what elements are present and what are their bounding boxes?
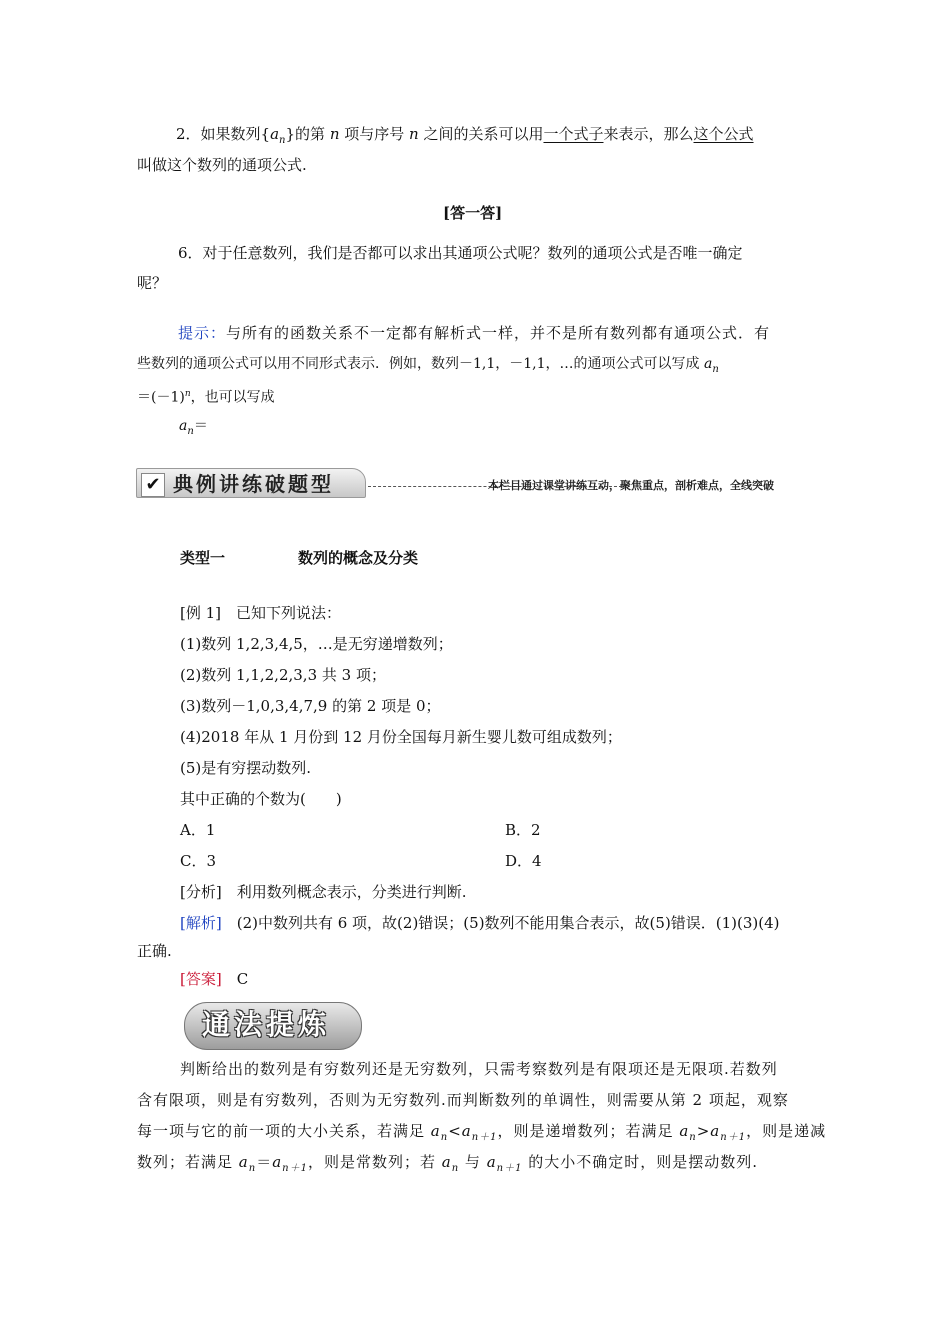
- hint-sub: n: [712, 363, 719, 375]
- def2-var: a: [270, 125, 280, 143]
- method-var: a: [486, 1153, 497, 1171]
- method-text: 每一项与它的前一项的大小关系，若满足: [137, 1122, 431, 1140]
- hint-text: 与所有的函数关系不一定都有解析式一样，并不是所有数列都有通项公式．有: [226, 324, 771, 342]
- example-item: (2)数列 1,1,2,2,3,3 共 3 项；: [180, 666, 386, 684]
- method-text: >: [696, 1122, 711, 1140]
- method-var: a: [430, 1122, 441, 1140]
- banner-title: 典例讲练破题型: [173, 472, 334, 496]
- method-sub: n: [451, 1163, 460, 1174]
- def2-underlined-answer: 这个公式: [693, 125, 754, 143]
- def2-underlined-answer: 一个式子: [543, 125, 604, 143]
- hint-text: ，也可以写成: [190, 389, 275, 406]
- hint-line-2: [137, 354, 719, 380]
- method-line-1: 判断给出的数列是有穷数列还是无穷数列，只需考察数列是有限项还是无限项.若数列: [180, 1060, 778, 1078]
- option-b: B．2: [505, 821, 541, 839]
- section-banner: [136, 466, 804, 500]
- def2-text: }的第: [285, 125, 330, 143]
- method-line-4: [137, 1152, 758, 1179]
- method-badge: [184, 1002, 360, 1048]
- hint-line-4: [179, 416, 208, 442]
- method-text: 与: [459, 1153, 487, 1171]
- definition-2-line-1: [176, 124, 754, 151]
- method-text: ，则是常数列；若: [307, 1153, 442, 1171]
- question-6-line-2: 呢？: [137, 274, 168, 292]
- method-sub: n: [689, 1132, 697, 1143]
- option-d: D．4: [505, 852, 542, 870]
- method-text: ，则是递增数列；若满足: [497, 1122, 680, 1140]
- option-c: C．3: [180, 852, 217, 870]
- method-text: <: [448, 1122, 462, 1140]
- method-line-3: [137, 1121, 826, 1148]
- method-var: a: [238, 1153, 249, 1171]
- answer-label: [答案]: [180, 970, 222, 988]
- answer-text: C: [221, 970, 249, 988]
- hint-var: a: [703, 356, 713, 372]
- example-intro: [例 1] 已知下列说法：: [180, 604, 342, 622]
- answer-line: [180, 969, 248, 989]
- method-sub: n＋1: [720, 1132, 747, 1143]
- hint-sup: n: [184, 389, 191, 399]
- method-sub: n: [440, 1132, 449, 1143]
- method-var: a: [272, 1153, 283, 1171]
- method-sub: n＋1: [282, 1163, 308, 1174]
- analysis-label: [分析]: [180, 883, 222, 901]
- checkmark-icon: ✔: [141, 473, 165, 497]
- analysis-line: [180, 882, 467, 902]
- method-text: 的大小不确定时，则是摆动数列.: [522, 1153, 759, 1171]
- question-6-line-1: 6．对于任意数列，我们是否都可以求出其通项公式呢？数列的通项公式是否唯一确定: [178, 244, 743, 262]
- type-title: 数列的概念及分类: [298, 549, 419, 567]
- example-item: (5)是有穷摆动数列.: [180, 759, 312, 777]
- solution-label: [解析]: [180, 914, 222, 932]
- method-sub: n: [248, 1163, 257, 1174]
- method-text: ，则是递减: [746, 1122, 827, 1140]
- example-item: (4)2018 年从 1 月份到 12 月份全国每月新生婴儿数可组成数列；: [180, 728, 622, 746]
- option-a: A．1: [180, 821, 216, 839]
- qa-heading: [答一答]: [443, 204, 503, 222]
- method-var: a: [461, 1122, 472, 1140]
- method-line-2: 含有限项，则是有穷数列，否则为无穷数列.而判断数列的单调性，则需要从第 2 项起，观察: [137, 1091, 789, 1109]
- hint-label: 提示：: [178, 324, 227, 342]
- method-badge-title: 通法提炼: [202, 1008, 331, 1041]
- example-item: (1)数列 1,2,3,4,5，…是无穷递增数列；: [180, 635, 453, 653]
- solution-text: (2)中数列共有 6 项，故(2)错误；(5)数列不能用集合表示，故(5)错误．(1)(3)(4): [221, 914, 780, 932]
- hint-line-1: [178, 323, 770, 343]
- hint-text: 些数列的通项公式可以用不同形式表示．例如，数列－1,1，－1,1，…的通项公式可以写成: [137, 356, 704, 372]
- method-text: 数列；若满足: [137, 1153, 239, 1171]
- hint-text: ＝(－1): [137, 389, 185, 406]
- example-item: (3)数列－1,0,3,4,7,9 的第 2 项是 0；: [180, 697, 441, 715]
- analysis-text: 利用数列概念表示，分类进行判断.: [221, 883, 467, 901]
- hint-text: ＝: [193, 418, 208, 434]
- hint-line-3: [137, 384, 275, 408]
- banner-box: [136, 468, 366, 498]
- method-var: a: [441, 1153, 452, 1171]
- def2-sub: n: [279, 135, 286, 146]
- def2-var: n: [329, 125, 340, 143]
- def2-text: 项与序号: [339, 125, 410, 143]
- method-sub: n＋1: [496, 1163, 523, 1174]
- method-text: ＝: [256, 1153, 273, 1171]
- solution-line-1: [180, 913, 780, 933]
- solution-line-2: 正确.: [137, 942, 172, 960]
- banner-note: 本栏目通过课堂讲练互动，聚焦重点，剖析难点，全线突破: [488, 479, 774, 492]
- method-var: a: [710, 1122, 721, 1140]
- def2-text: 来表示，那么: [603, 125, 694, 143]
- method-sub: n＋1: [471, 1132, 498, 1143]
- example-question: 其中正确的个数为( ): [180, 790, 342, 808]
- hint-var: a: [179, 418, 188, 434]
- def2-text: 2．如果数列{: [176, 125, 271, 143]
- hint-sub: n: [187, 425, 194, 437]
- def2-text: 之间的关系可以用: [418, 125, 544, 143]
- method-var: a: [679, 1122, 690, 1140]
- definition-2-line-2: 叫做这个数列的通项公式.: [137, 156, 307, 174]
- type-label: 类型一: [180, 549, 226, 567]
- def2-var: n: [409, 125, 419, 143]
